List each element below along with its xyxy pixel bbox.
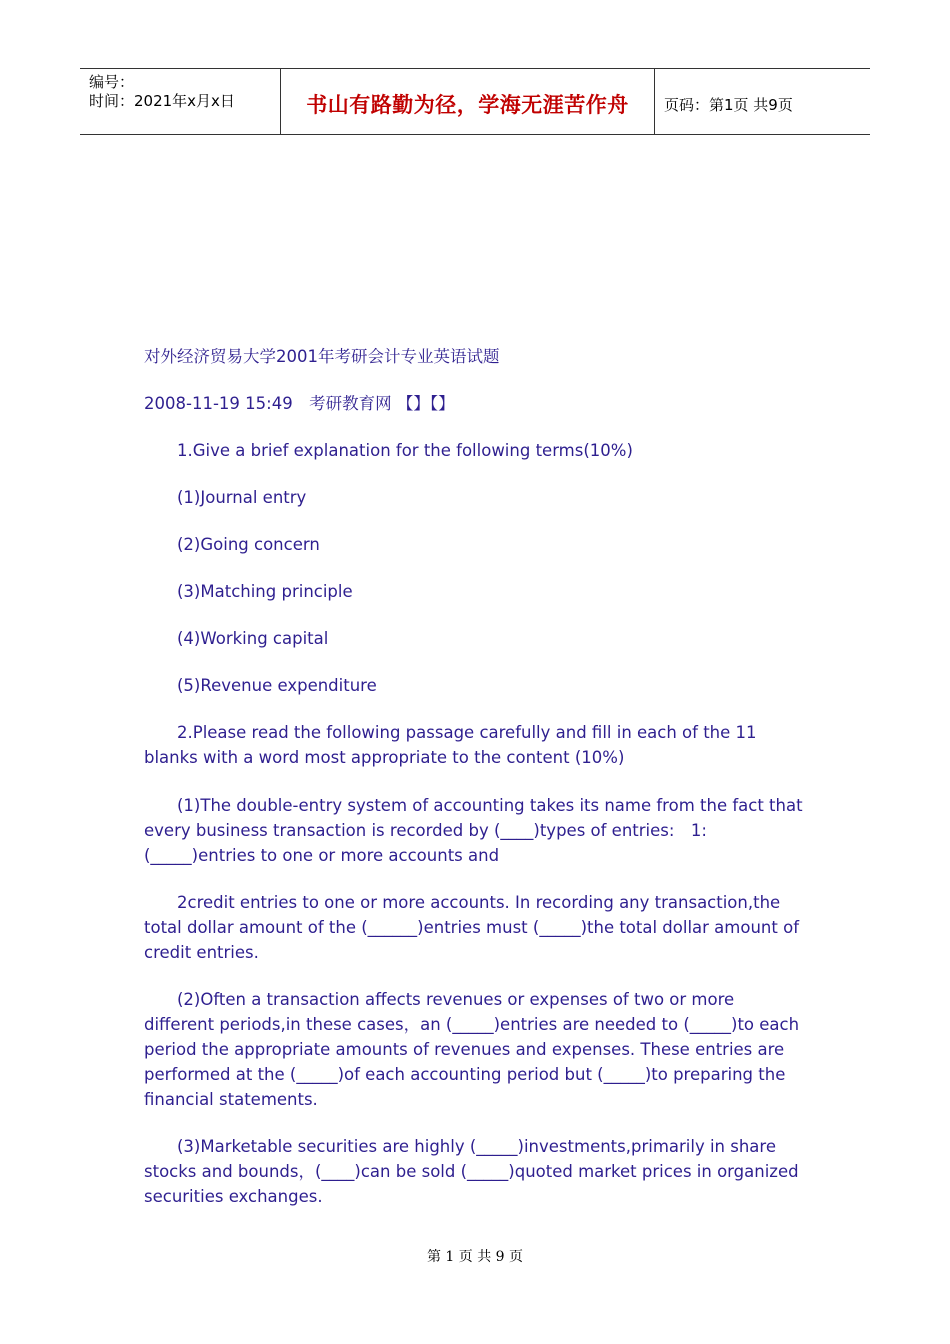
passage-paragraph: 2credit entries to one or more accounts. In recording any transaction,the total dollar amount of the (______)entries must (_____)the total dollar amount of credit entries. [144, 893, 799, 962]
document-title: 对外经济贸易大学2001年考研会计专业英语试题 [144, 347, 500, 366]
time-label: 时间：2021年x月x日 [89, 92, 235, 110]
document-meta: 2008-11-19 15:49 考研教育网 【】【】 [144, 394, 455, 413]
term-item: (2)Going concern [177, 535, 320, 554]
passage-paragraph: (3)Marketable securities are highly (_____)investments,primarily in share stocks and bounds，(____)can be sold (_____)quoted market prices in organized securities exchanges. [144, 1137, 799, 1206]
number-label: 编号： [89, 73, 135, 91]
page-info: 页码：第1页 共9页 [664, 96, 793, 114]
passage-paragraph: (2)Often a transaction affects revenues or expenses of two or more different periods,in these cases，an (_____)entries are needed to (_____)to each period the appropriate amounts of revenues and expenses. These entries are performed at the (_____)of each accounting period but (_____)to preparing the financial statements. [144, 990, 800, 1109]
term-item: (1)Journal entry [177, 488, 307, 507]
page-footer: 第 1 页 共 9 页 [426, 1249, 524, 1265]
term-item: (3)Matching principle [177, 582, 353, 601]
header-page-cell [655, 69, 870, 134]
header-motto-cell [281, 69, 655, 134]
question-1: 1.Give a brief explanation for the following terms(10%) [177, 441, 633, 460]
term-item: (5)Revenue expenditure [177, 676, 377, 695]
question-2: 2.Please read the following passage carefully and fill in each of the 11 blanks with a word most appropriate to the content (10%) [144, 723, 757, 767]
term-item: (4)Working capital [177, 629, 329, 648]
passage-paragraph: (1)The double-entry system of accounting takes its name from the fact that every business transaction is recorded by (____)types of entries: 1:(_____)entries to one or more accounts and [144, 796, 803, 865]
document-header [80, 68, 870, 135]
header-info-cell [80, 69, 281, 134]
motto: 书山有路勤为径，学海无涯苦作舟 [306, 92, 629, 117]
